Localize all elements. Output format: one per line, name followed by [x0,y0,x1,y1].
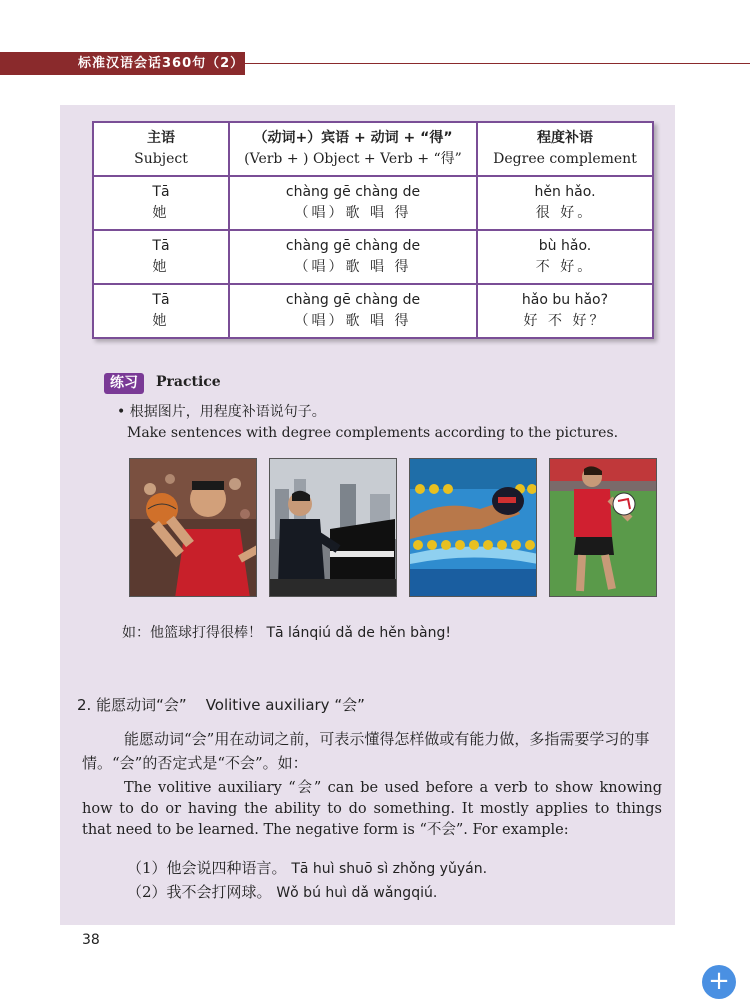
instruction-en: Make sentences with degree complements according to the pictures. [127,425,619,441]
pinyin: Tā [152,238,170,254]
hanzi: 不 好。 [535,259,595,275]
explanation-cn: 能愿动词“会”用在动词之前，可表示懂得怎样做或有能力做，多指需要学习的事情。“会”的否定式是“不会”。如： [82,730,650,772]
header-en: Degree complement [493,151,637,167]
example-sentence-pinyin: Wǒ bú huì dǎ wǎngqiú. [276,885,438,901]
subject-cell [93,230,229,284]
hanzi: 她 [152,259,170,275]
pinyin: chàng gē chàng de [285,292,421,308]
pinyin: Tā [152,184,170,200]
section-title-cn: 2. 能愿动词“会” [77,696,187,714]
pinyin: chàng gē chàng de [285,184,421,200]
header-cn: 程度补语 [537,130,593,146]
example-sentence-pinyin: Tā huì shuō sì zhǒng yǔyán. [291,861,488,877]
pinyin: hǎo bu hǎo? [521,292,609,308]
book-title: 标准汉语会话360句（2） [78,56,245,71]
table-header-cell [93,122,229,176]
hanzi: 好 不 好？ [523,313,607,329]
section-title-en: Volitive auxiliary “会” [205,696,365,714]
hanzi: （唱）歌 唱 得 [294,205,412,221]
degree-cell [477,176,653,230]
verb-object-cell [229,284,477,338]
instruction-cn: • 根据图片，用程度补语说句子。 [117,404,326,420]
hanzi: 很 好。 [535,205,595,221]
verb-object-cell [229,176,477,230]
practice-instructions [117,402,618,444]
pinyin: Tā [152,292,170,308]
book-title-bar [0,52,245,75]
hanzi: 她 [152,205,170,221]
example-sentence [127,881,437,902]
grammar-table [92,121,654,339]
example-pinyin: Tā lánqiú dǎ de hěn bàng! [266,625,451,641]
header-cn: 主语 [147,130,175,146]
explanation-en: The volitive auxiliary “会” can be used before a verb to show knowing how to do or having the ability to do something. It mostly applies to things that need to be learned. The negative form is “不会”. For example: [82,780,662,838]
table-row [93,284,653,338]
practice-example [122,622,451,642]
verb-object-cell [229,230,477,284]
basketball-player-photo [129,458,257,597]
table-header-cell [477,122,653,176]
degree-cell [477,230,653,284]
hanzi: 她 [152,313,170,329]
table-row [93,176,653,230]
pinyin: bù hǎo. [538,238,592,254]
hanzi: （唱）歌 唱 得 [294,259,412,275]
table-row [93,230,653,284]
pianist-photo [269,458,397,597]
table-header-row [93,122,653,176]
pinyin: hěn hǎo. [534,184,596,200]
example-sentence-cn: （1）他会说四种语言。 [127,859,287,877]
degree-cell [477,284,653,338]
header-cn: （动词+）宾语 + 动词 + “得” [253,130,453,146]
subject-cell [93,176,229,230]
practice-label: Practice [156,374,221,390]
header-en: Subject [134,151,188,167]
example-cn: 如：他篮球打得很棒！ [122,625,262,641]
add-button[interactable]: + [702,965,736,999]
subject-cell [93,284,229,338]
header-en: (Verb + ) Object + Verb + “得” [244,151,462,167]
soccer-player-photo [549,458,657,597]
swimmer-photo [409,458,537,597]
hanzi: （唱）歌 唱 得 [294,313,412,329]
pinyin: chàng gē chàng de [285,238,421,254]
header-rule [245,63,750,64]
practice-badge: 练习 [104,373,144,394]
example-sentence-cn: （2）我不会打网球。 [127,883,272,901]
section-title [77,694,365,715]
page-number: 38 [82,932,100,948]
table-header-cell [229,122,477,176]
example-sentence [127,857,487,878]
